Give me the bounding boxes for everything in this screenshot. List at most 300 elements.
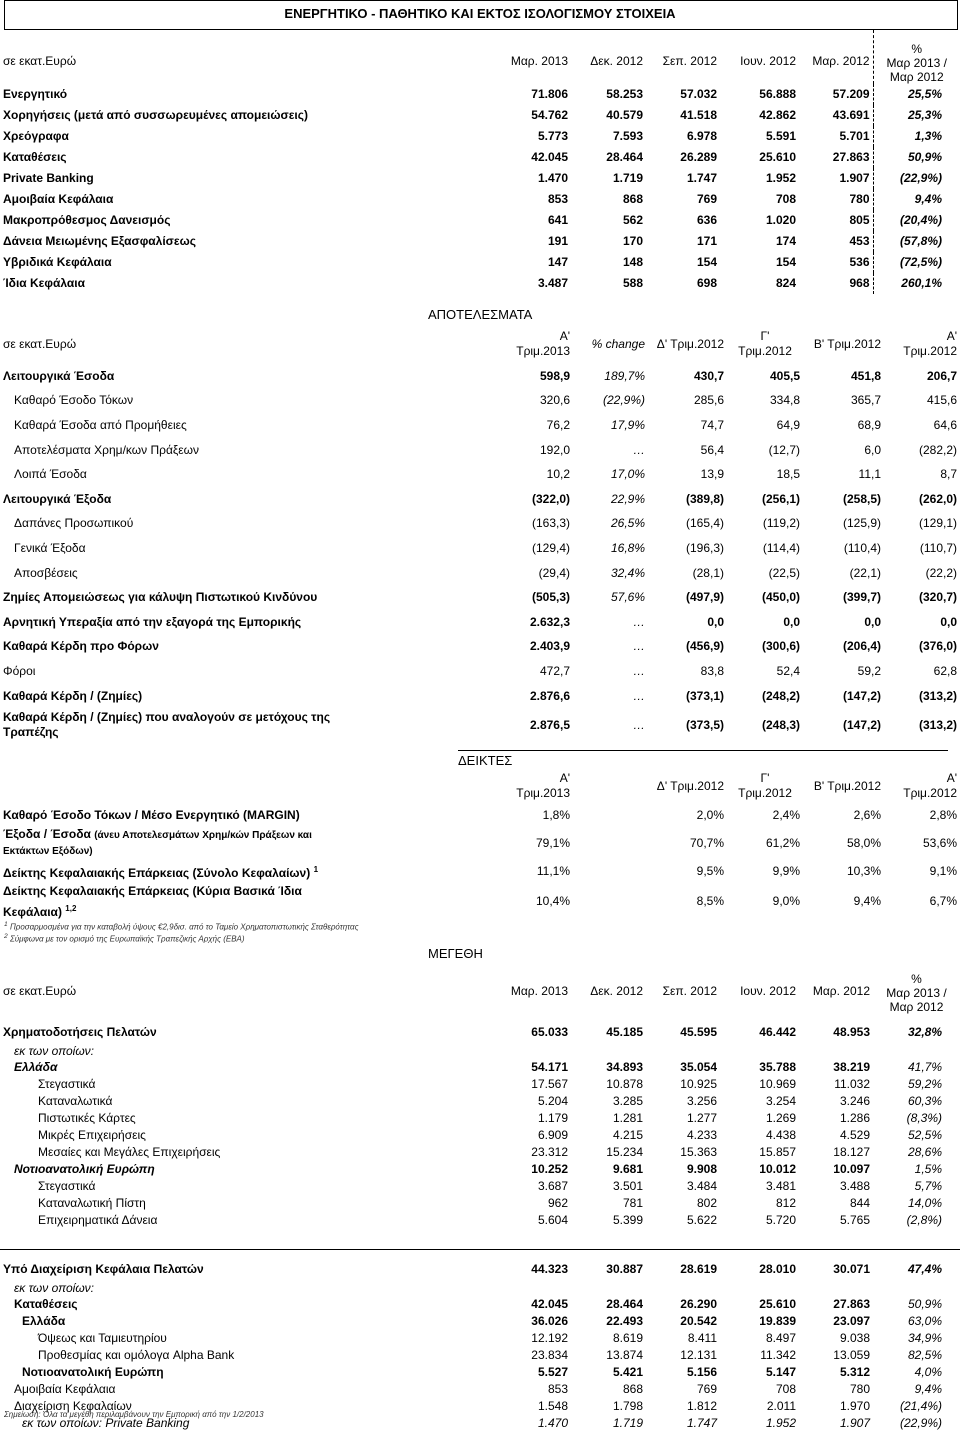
row-label: Χορηγήσεις (μετά από συσσωρευμένες απομειώσεις) [3, 108, 308, 122]
cell: 44.323 [531, 1261, 568, 1276]
results-row [0, 635, 960, 660]
cell: 45.595 [680, 1024, 717, 1039]
row-label: Αρνητική Υπεραξία από την εξαγορά της Εμπορικής [3, 614, 302, 629]
cell: 13.874 [606, 1348, 643, 1362]
cell: 25.610 [759, 150, 796, 164]
cell: 2,8% [929, 807, 957, 822]
cell: 13.059 [833, 1348, 870, 1362]
cell: (497,9) [685, 590, 724, 605]
cell: 1.952 [765, 171, 796, 185]
col-header-q1-2013 [500, 768, 573, 804]
cell: 641 [547, 213, 568, 227]
hdr-line: Τριμ.2012 [738, 786, 792, 800]
cell: 30.887 [606, 1261, 643, 1276]
pct-cell: 9,4% [914, 1382, 942, 1396]
pct-cell: 47,4% [907, 1261, 942, 1276]
cell: 708 [775, 192, 796, 206]
pct-cell: 50,9% [873, 147, 960, 168]
ratio-row [0, 860, 960, 882]
cell: 4.215 [612, 1128, 643, 1142]
cell: … [633, 614, 645, 629]
pct-cell: 41,7% [907, 1060, 942, 1074]
cell: 38.219 [833, 1060, 870, 1074]
cell: 43.691 [832, 108, 870, 122]
volume-row [0, 1178, 960, 1195]
row-label: Χρεόγραφα [3, 129, 69, 143]
cell: 3.484 [686, 1179, 717, 1193]
ratio-row [0, 826, 960, 860]
row-label: Επιχειρηματικά Δάνεια [38, 1213, 158, 1227]
cell: 9,1% [929, 863, 957, 878]
cell: 206,7 [926, 368, 957, 383]
row-label: Καταναλωτικά [38, 1094, 113, 1108]
cell: 5.701 [839, 129, 870, 143]
results-row [0, 364, 960, 389]
cell: 30.071 [833, 1261, 870, 1276]
cell: 769 [696, 192, 717, 206]
cell: 1.798 [612, 1399, 643, 1413]
cell: 32,4% [610, 565, 645, 580]
row-label: Χρηματοδοτήσεις Πελατών [3, 1024, 157, 1039]
cell: 781 [622, 1196, 643, 1210]
cell: 54.171 [531, 1060, 568, 1074]
cell: 11,1 [858, 467, 881, 482]
cell: (300,6) [761, 639, 800, 654]
cell: 16,8% [610, 540, 645, 555]
row-label: Private Banking [3, 171, 94, 185]
row-label: Λοιπά Έσοδα [14, 467, 87, 482]
row-label: Στεγαστικά [38, 1179, 96, 1193]
row-label: Καθαρό Έσοδο Τόκων [14, 393, 134, 408]
footnote-2 [4, 933, 245, 944]
cell: 23.312 [531, 1145, 568, 1159]
balance-row [0, 210, 960, 231]
cell: 53,6% [922, 835, 957, 850]
cell: 1.470 [537, 171, 568, 185]
unit-label: σε εκατ.Ευρώ [3, 53, 77, 68]
cell: 6,0 [864, 442, 881, 457]
col-header: Μαρ. 2013 [510, 983, 568, 998]
volume-row [0, 1257, 960, 1281]
cell: 8.411 [687, 1331, 717, 1345]
hdr-line: Γ' [760, 329, 770, 343]
cell: 10.252 [531, 1162, 568, 1176]
cell [490, 1044, 571, 1059]
cell [720, 1044, 799, 1059]
col-header: Δεκ. 2012 [590, 983, 643, 998]
cell: (22,5) [768, 565, 800, 580]
cell: 10.012 [759, 1162, 796, 1176]
volume-row [0, 1195, 960, 1212]
cell: 5.156 [686, 1365, 717, 1379]
cell: 5.527 [537, 1365, 568, 1379]
cell: 10.925 [680, 1077, 717, 1091]
cell: 365,7 [850, 393, 881, 408]
pct-cell: (20,4%) [873, 210, 960, 231]
pct-cell: (8,3%) [906, 1111, 942, 1125]
col-header: Μαρ. 2013 [510, 53, 568, 68]
row-label: Φόροι [3, 663, 36, 678]
cell: 9,9% [772, 863, 800, 878]
pct-cell: 60,3% [907, 1094, 942, 1108]
row-label: Μικρές Επιχειρήσεις [38, 1128, 146, 1142]
cell: 147 [547, 255, 568, 269]
cell: 1.281 [612, 1111, 643, 1125]
cell: 11.032 [834, 1077, 870, 1091]
ratios-header-row [0, 768, 960, 804]
cell: (129,1) [918, 516, 957, 531]
row-label: εκ των οποίων: Private Banking [22, 1416, 190, 1430]
cell: 2.632,3 [529, 614, 570, 629]
balance-row [0, 273, 960, 294]
cell: (165,4) [685, 516, 724, 531]
volume-row [0, 1161, 960, 1178]
cell: 9.038 [839, 1331, 870, 1345]
cell: 708 [775, 1382, 796, 1396]
volume-row [0, 1281, 960, 1296]
cell: 25.610 [759, 1297, 796, 1311]
cell: 62,8 [933, 663, 957, 678]
col-header: Ιουν. 2012 [740, 53, 796, 68]
cell: 15.857 [759, 1145, 796, 1159]
cell: (12,7) [768, 442, 800, 457]
row-label: Μακροπρόθεσμος Δανεισμός [3, 213, 171, 227]
pct-cell: (57,8%) [873, 231, 960, 252]
pct-cell: 4,0% [914, 1365, 942, 1379]
cell: 1.970 [839, 1399, 870, 1413]
cell [490, 1281, 571, 1296]
cell: 170 [622, 234, 643, 248]
cell: 2,0% [696, 807, 724, 822]
cell: 45.185 [606, 1024, 643, 1039]
cell: 23.097 [833, 1314, 870, 1328]
cell: 22,9% [610, 491, 645, 506]
results-row [0, 389, 960, 414]
volume-row [0, 1020, 960, 1044]
results-row [0, 487, 960, 512]
cell: 780 [849, 192, 870, 206]
cell: 5.604 [537, 1213, 568, 1227]
cell: 0,0 [783, 614, 800, 629]
volume-row [0, 1296, 960, 1313]
volume-row [0, 1044, 960, 1059]
hdr-line: Τριμ.2012 [738, 344, 792, 358]
volume-row [0, 1381, 960, 1398]
ratios-title: ΔΕΙΚΤΕΣ [458, 750, 948, 768]
volume-row [0, 1127, 960, 1144]
cell: 2.403,9 [529, 639, 570, 654]
cell: 7.593 [612, 129, 643, 143]
cell: 1.907 [839, 171, 870, 185]
cell: 3.246 [839, 1094, 870, 1108]
cell [646, 1281, 720, 1296]
cell: 48.953 [833, 1024, 870, 1039]
volume-row [0, 1093, 960, 1110]
cell: 844 [849, 1196, 870, 1210]
cell: 28.464 [606, 150, 643, 164]
cell: 42.045 [531, 150, 568, 164]
cell: 42.045 [531, 1297, 568, 1311]
row-label: Ζημίες Απομειώσεως για κάλυψη Πιστωτικού Κινδύνου [3, 590, 318, 605]
cell: 41.518 [680, 108, 717, 122]
row-label: Καθαρά Κέρδη προ Φόρων [3, 639, 159, 654]
col-header: Σεπ. 2012 [662, 983, 717, 998]
results-row [0, 512, 960, 537]
cell: 61,2% [765, 835, 800, 850]
cell: 5.591 [765, 129, 796, 143]
col-header: Σεπ. 2012 [662, 53, 717, 68]
results-row [0, 585, 960, 610]
cell: 171 [696, 234, 717, 248]
cell: 22.493 [606, 1314, 643, 1328]
row-label: εκ των οποίων: [14, 1044, 94, 1058]
row-label: Υβριδικά Κεφάλαια [3, 255, 112, 269]
ratio-row [0, 882, 960, 921]
results-title: ΑΠΟΤΕΛΕΣΜΑΤΑ [428, 307, 533, 322]
pct-cell: 25,3% [873, 105, 960, 126]
cell: (147,2) [842, 717, 881, 732]
cell: 1.719 [612, 1416, 643, 1430]
cell: 12.192 [531, 1331, 568, 1345]
results-row [0, 438, 960, 463]
cell: 26.289 [680, 150, 717, 164]
pct-header-line: Μαρ 2012 [889, 1000, 944, 1014]
col-header-q1-2013 [500, 324, 573, 364]
cell: 28.010 [759, 1261, 796, 1276]
cell: 23.834 [531, 1348, 568, 1362]
row-label: Καταθέσεις [3, 150, 67, 164]
hdr-line: Α' [559, 329, 570, 343]
cell: 59,2 [857, 663, 881, 678]
cell: (206,4) [842, 639, 881, 654]
balance-row [0, 84, 960, 105]
cell: (196,3) [685, 540, 724, 555]
hdr-line: Γ' [760, 771, 770, 785]
cell: (373,1) [685, 688, 724, 703]
cell: 10,4% [535, 894, 570, 908]
volume-row [0, 1212, 960, 1229]
volume-row [0, 1059, 960, 1076]
hdr-line: Τριμ.2013 [516, 344, 570, 358]
cell: 5.421 [612, 1365, 643, 1379]
volume-row [0, 1076, 960, 1093]
cell: 853 [547, 192, 568, 206]
cell: 1.286 [839, 1111, 870, 1125]
cell: 64,6 [933, 417, 957, 432]
col-header-change: % change [591, 336, 645, 351]
balance-row [0, 126, 960, 147]
row-label: Μεσαίες και Μεγάλες Επιχειρήσεις [38, 1145, 221, 1159]
balance-header-row [0, 30, 960, 84]
hdr-line: Τριμ.2012 [903, 344, 957, 358]
cell: 26,5% [610, 516, 645, 531]
cell: 4.233 [686, 1128, 717, 1142]
row-label: Όψεως και Ταμιευτηρίου [38, 1331, 167, 1345]
cell: 191 [547, 234, 568, 248]
results-row [0, 413, 960, 438]
cell: 5.147 [765, 1365, 796, 1379]
cell: 192,0 [539, 442, 570, 457]
results-row [0, 536, 960, 561]
label-small: Εκτάκτων Εξόδων) [3, 846, 93, 857]
cell: 10.878 [606, 1077, 643, 1091]
col-header-q3-2012 [727, 768, 803, 804]
cell: 9,5% [696, 863, 724, 878]
cell: (114,4) [762, 540, 800, 555]
cell: (248,2) [761, 688, 800, 703]
results-table [0, 324, 960, 742]
pct-cell: 50,9% [907, 1297, 942, 1311]
cell: 6,7% [929, 894, 957, 908]
pct-cell: 32,8% [907, 1024, 942, 1039]
cell: 148 [622, 255, 643, 269]
cell: 35.788 [759, 1060, 796, 1074]
cell: 10.969 [759, 1077, 796, 1091]
cell [799, 1044, 873, 1059]
row-label: Ελλάδα [14, 1060, 58, 1074]
row-label: Λειτουργικά Έσοδα [3, 368, 115, 383]
cell: (119,2) [762, 516, 800, 531]
row-label: Καταναλωτική Πίστη [38, 1196, 146, 1210]
cell: 17.567 [531, 1077, 568, 1091]
results-row [0, 561, 960, 586]
cell: 26.290 [680, 1297, 717, 1311]
cell: (505,3) [531, 590, 570, 605]
cell: 805 [849, 213, 870, 227]
cell: 58,0% [846, 835, 881, 850]
cell: (450,0) [761, 590, 800, 605]
pct-cell: (21,4%) [899, 1399, 942, 1413]
cell: 1.952 [765, 1416, 796, 1430]
col-header-q4-2012: Δ' Τριμ.2012 [656, 336, 724, 351]
row-label: Προθεσμίας και ομόλογα Alpha Bank [38, 1348, 235, 1362]
pct-header-line: Μαρ 2013 / [886, 56, 947, 70]
cell: 1.470 [537, 1416, 568, 1430]
cell: 824 [775, 276, 796, 290]
balance-row [0, 168, 960, 189]
cell: 968 [849, 276, 870, 290]
row-label [0, 708, 500, 742]
results-row [0, 610, 960, 635]
pct-cell: (72,5%) [873, 252, 960, 273]
cell: 9.908 [686, 1162, 717, 1176]
row-label: Ίδια Κεφάλαια [3, 276, 85, 290]
cell: … [633, 639, 645, 654]
cell: 430,7 [693, 368, 724, 383]
hdr-line: Τριμ.2012 [903, 786, 957, 800]
cell: 189,7% [604, 368, 645, 383]
row-label: Αποτελέσματα Χρημ/κων Πράξεων [14, 442, 199, 457]
results-row [0, 462, 960, 487]
cell: 3.501 [612, 1179, 643, 1193]
cell: 9,4% [853, 894, 881, 908]
cell: 52,4 [776, 663, 800, 678]
cell: … [633, 442, 645, 457]
cell: (456,9) [685, 639, 724, 654]
cell: 698 [696, 276, 717, 290]
cell: (322,0) [531, 491, 570, 506]
balance-table [0, 30, 960, 294]
cell: 3.254 [765, 1094, 796, 1108]
pct-header [873, 30, 960, 84]
cell: 19.839 [759, 1314, 796, 1328]
pct-cell: (2,8%) [906, 1213, 942, 1227]
hdr-line: Α' [946, 329, 957, 343]
cell: 12.131 [680, 1348, 717, 1362]
cell: 3.488 [839, 1179, 870, 1193]
hdr-line: Τριμ.2013 [516, 786, 570, 800]
col-header-q4-2012: Δ' Τριμ.2012 [656, 778, 724, 793]
volume-row [0, 1144, 960, 1161]
pct-cell: (22,9%) [899, 1416, 942, 1430]
col-header: Μαρ. 2012 [812, 983, 870, 998]
row-label: εκ των οποίων: [14, 1281, 94, 1295]
cell: 57,6% [610, 590, 645, 605]
row-label: Πιστωτικές Κάρτες [38, 1111, 136, 1125]
results-header-row [0, 324, 960, 364]
cell: 962 [547, 1196, 568, 1210]
cell: 54.762 [531, 108, 568, 122]
cell: 598,9 [539, 368, 570, 383]
cell: 5.204 [537, 1094, 568, 1108]
cell: (28,1) [692, 565, 724, 580]
cell: 405,5 [769, 368, 800, 383]
cell: (399,7) [842, 590, 881, 605]
cell: 6.978 [686, 129, 717, 143]
pct-cell [873, 1281, 960, 1296]
cell: 11,1% [536, 863, 570, 878]
cell: 5.312 [839, 1365, 870, 1379]
footnote-text: Προσαρμοσμένα για την καταβολή ύψους €2,9δισ. από το Ταμείο Χρηματοπιστωτικής Σταθερότητας [9, 922, 359, 932]
pct-header-line: Μαρ 2013 / [886, 986, 947, 1000]
pct-cell: 59,2% [907, 1077, 942, 1091]
cell [571, 1044, 646, 1059]
cell: 10,2 [546, 467, 570, 482]
pct-header [873, 962, 960, 1014]
cell: 320,6 [539, 393, 570, 408]
row-label: Γενικά Έξοδα [14, 540, 86, 555]
cell: 15.363 [680, 1145, 717, 1159]
cell: 2.011 [766, 1399, 796, 1413]
footnote-ref: 1 [313, 864, 319, 874]
cell: 58.253 [606, 87, 643, 101]
cell: 1,8% [542, 807, 570, 822]
balance-row [0, 147, 960, 168]
cell: 5.765 [839, 1213, 870, 1227]
cell: 28.619 [680, 1261, 717, 1276]
volumes-header-row [0, 962, 960, 1014]
row-label: Δαπάνες Προσωπικού [14, 516, 134, 531]
cell: 8,7 [940, 467, 957, 482]
cell: 71.806 [531, 87, 568, 101]
footnote-num: 2 [4, 933, 8, 940]
cell [646, 1044, 720, 1059]
cell [799, 1281, 873, 1296]
cell: 70,7% [689, 835, 724, 850]
cell: (29,4) [538, 565, 570, 580]
cell: 1.747 [686, 171, 717, 185]
cell: 2.876,6 [529, 688, 570, 703]
cell: (248,3) [761, 717, 800, 732]
cell: 76,2 [546, 417, 570, 432]
cell: 588 [622, 276, 643, 290]
label-line: Καθαρά Κέρδη / (Ζημίες) που αναλογούν σε μετόχους της [3, 710, 331, 725]
cell: (163,3) [531, 516, 570, 531]
ratio-row [0, 804, 960, 826]
row-label: Καθαρά Έσοδα από Προμήθειες [14, 417, 187, 432]
cell: (376,0) [918, 639, 957, 654]
cell: 812 [775, 1196, 796, 1210]
